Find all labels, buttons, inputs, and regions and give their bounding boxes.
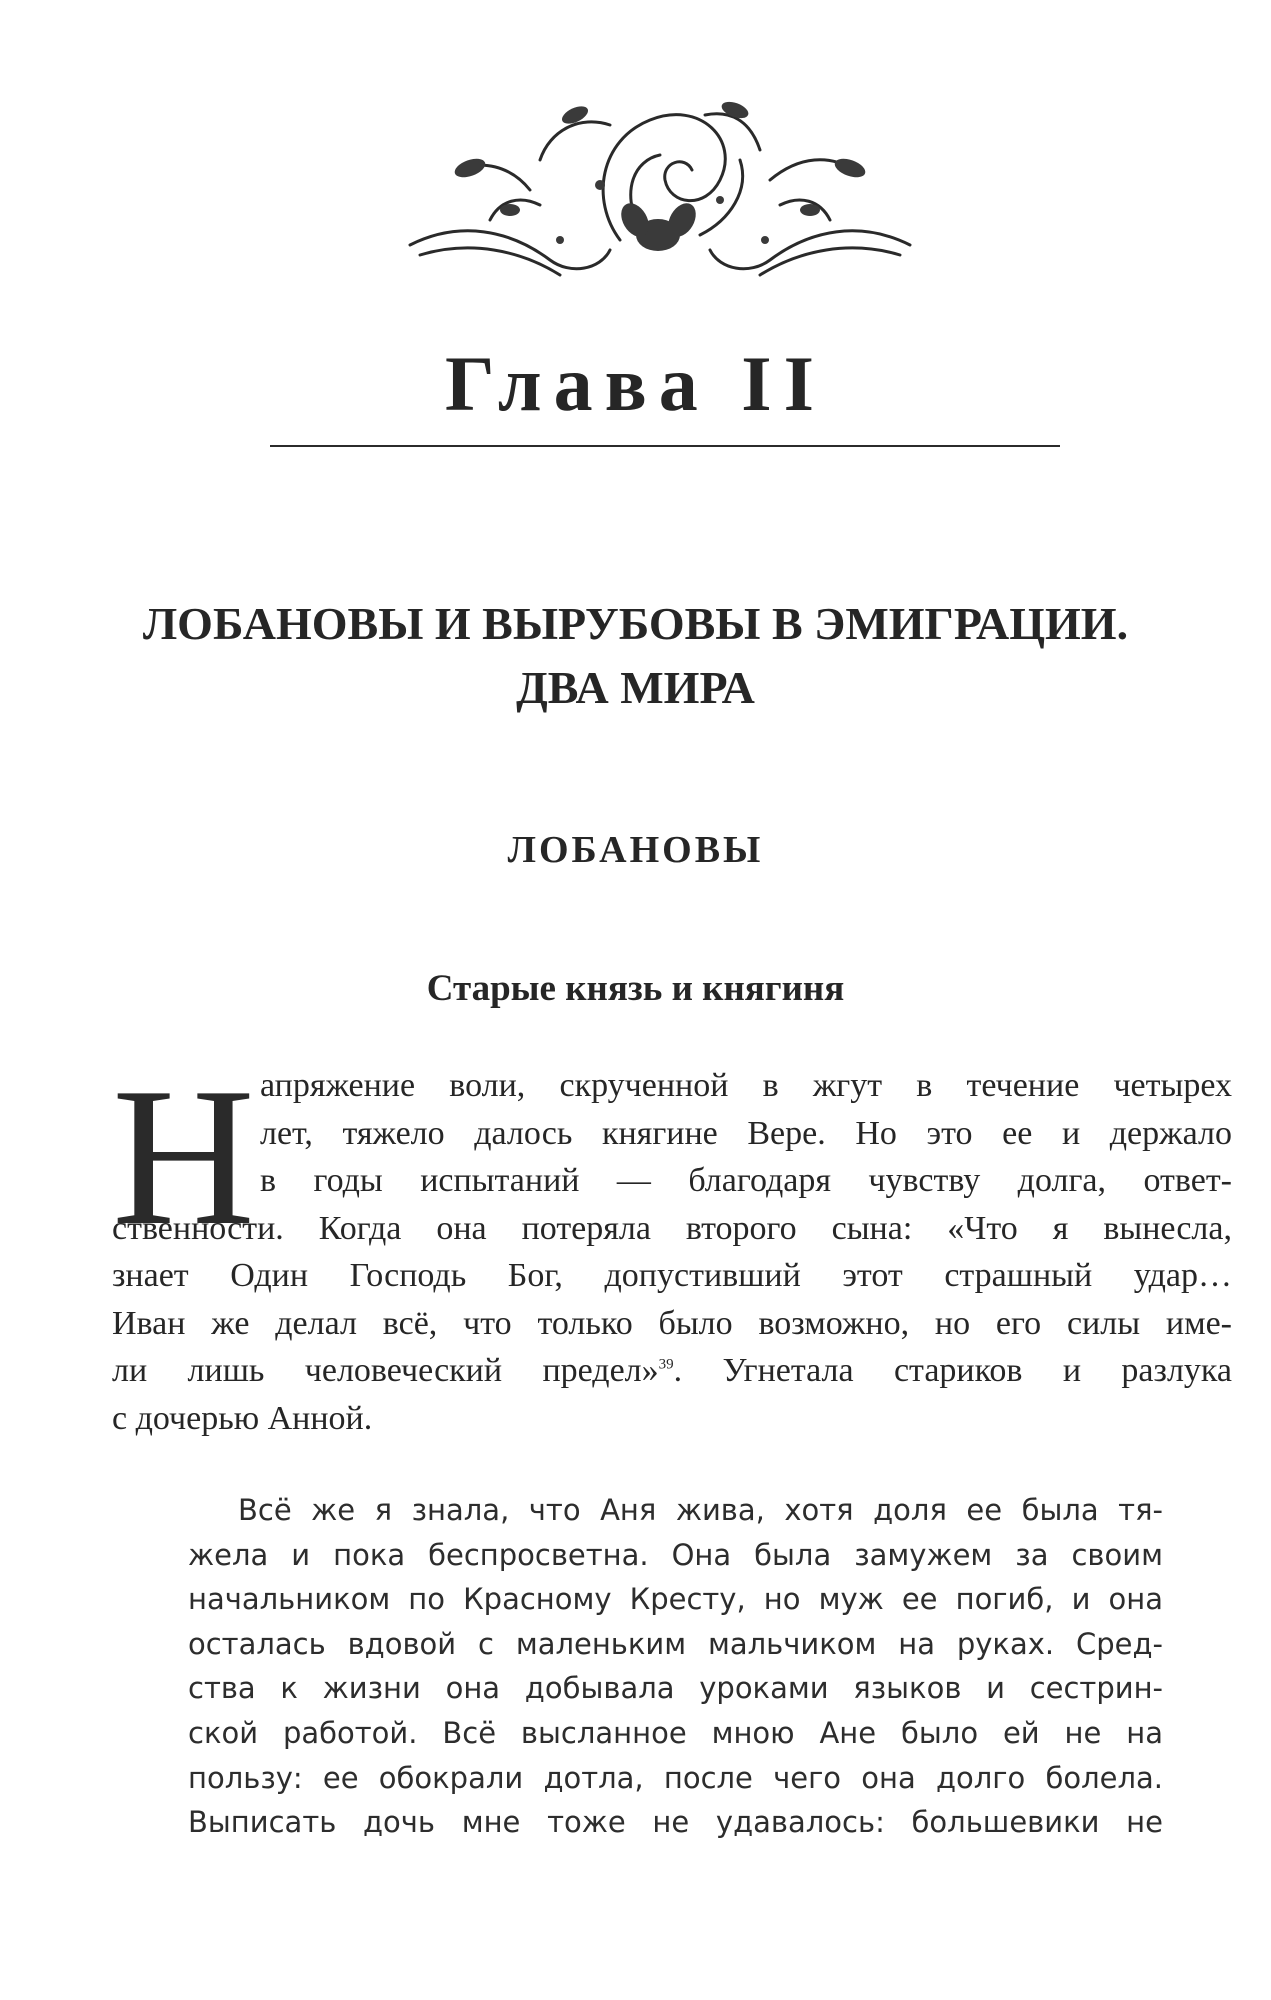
quote-line: Выписать дочь мне тоже не удавалось: большевики не — [188, 1805, 1163, 1840]
paragraph-line: знает Один Господь Бог, допустивший этот страшный удар… — [112, 1257, 1232, 1294]
section-title — [0, 592, 1271, 720]
paragraph-line: с дочерью Анной. — [112, 1399, 373, 1437]
section-title-line-1: ЛОБАНОВЫ И ВЫРУБОВЫ В ЭМИГРАЦИИ. — [142, 598, 1129, 649]
paragraph-line — [112, 1347, 1232, 1395]
paragraph-line: апряжение воли, скрученной в жгут в течение четырех — [260, 1067, 1232, 1104]
quoted-passage — [188, 1488, 1163, 1845]
paragraph-line-text: ли лишь человеческий предел» — [112, 1352, 659, 1389]
paragraph-line: лет, тяжело далось княгине Вере. Но это ее и держало — [260, 1114, 1232, 1152]
quote-line: жела и пока беспросветна. Она была замужем за своим — [188, 1537, 1163, 1572]
paragraph-line: ственности. Когда она потеряла второго сына: «Что я вынесла, — [112, 1209, 1232, 1247]
quote-line: пользу: ее обокрали дотла, после чего она долго болела. — [188, 1760, 1163, 1795]
paragraph-line: Иван же делал всё, что только было возможно, но его силы име- — [112, 1304, 1232, 1342]
chapter-title: Глава II — [445, 340, 826, 427]
quote-line: ской работой. Всё высланное мною Ане было ей не на — [188, 1715, 1163, 1750]
section-title-line-2: ДВА МИРА — [516, 662, 755, 713]
drop-cap: Н — [112, 1047, 255, 1266]
subsection-heading: Старые князь и княгиня — [426, 968, 845, 1009]
quote-line: осталась вдовой с маленьким мальчиком на руках. Сред- — [188, 1626, 1163, 1661]
quote-line: начальником по Красному Кресту, но муж ее погиб, и она — [188, 1582, 1163, 1617]
chapter-divider — [270, 445, 1060, 447]
quote-line: ства к жизни она добывала уроками языков и сестрин- — [188, 1671, 1163, 1706]
body-paragraph — [112, 1062, 1232, 1442]
rococo-ornament — [400, 70, 920, 285]
footnote-reference[interactable]: 39 — [658, 1356, 674, 1373]
quote-line: Всё же я знала, что Аня жива, хотя доля ее была тя- — [238, 1493, 1163, 1527]
paragraph-line-continuation: . Угнетала стариков и разлука — [673, 1352, 1233, 1389]
family-heading: ЛОБАНОВЫ — [507, 829, 764, 871]
paragraph-line: в годы испытаний — благодаря чувству долга, ответ- — [260, 1162, 1232, 1199]
